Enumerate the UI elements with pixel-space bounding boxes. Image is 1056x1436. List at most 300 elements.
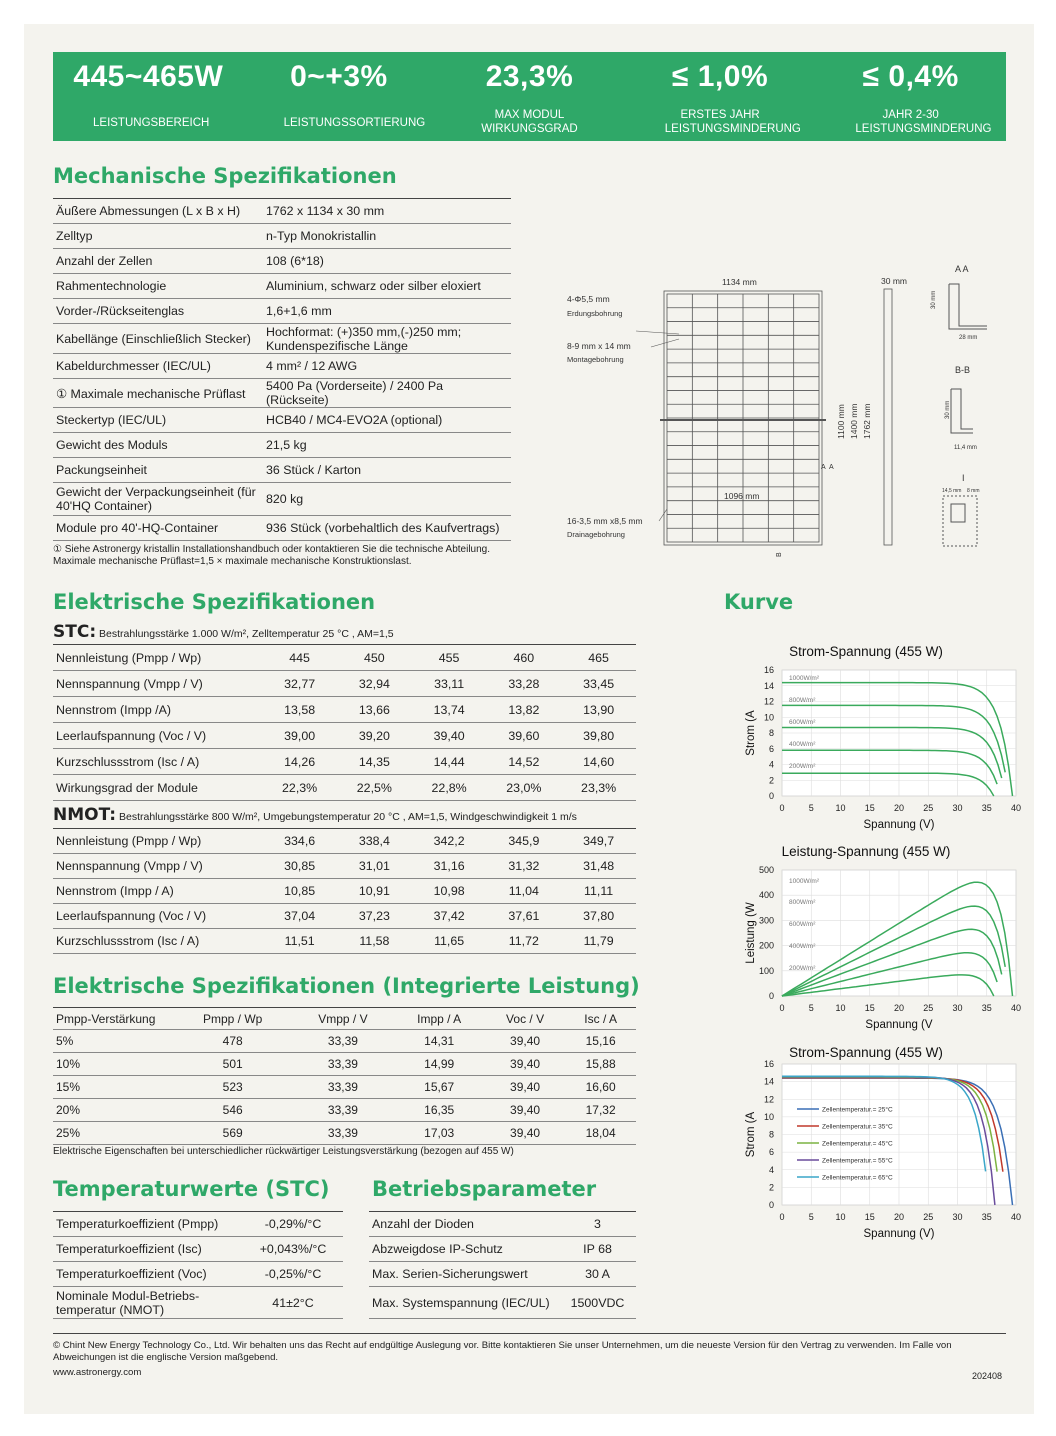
cell-value: 23,3%	[561, 775, 636, 801]
row-label: Gewicht des Moduls	[53, 433, 263, 458]
row-label: Wirkungsgrad der Module	[53, 775, 262, 801]
x-axis-label: Spannung (V)	[863, 1228, 935, 1240]
legend-label: Zellentemperatur.= 25°C	[822, 1106, 893, 1114]
legend-label: Zellentemperatur.= 35°C	[822, 1123, 893, 1131]
table-row	[53, 379, 511, 408]
dim-aa-w: 28 mm	[959, 335, 978, 341]
dim-bb-w: 11,4 mm	[954, 445, 977, 451]
cell-value: 37,80	[561, 904, 636, 929]
mech-note-1: ① Siehe Astronergy kristallin Installationshandbuch oder kontaktieren Sie die technische Abteilung.	[53, 544, 491, 555]
footer-code: 202408	[972, 1371, 1003, 1381]
series-label: 400W/m²	[789, 741, 816, 748]
table-row	[53, 1262, 343, 1287]
table-row	[53, 697, 636, 723]
cell-value: 18,04	[565, 1122, 636, 1145]
cell-value: 32,77	[262, 671, 337, 697]
table-row	[53, 1099, 636, 1122]
banner-cell	[434, 52, 625, 141]
chart-title: Strom-Spannung (455 W)	[789, 1045, 943, 1060]
hole2-label: Montagebohrung	[567, 355, 624, 364]
table-row	[53, 433, 511, 458]
detail-i: I	[962, 473, 965, 483]
series-label: 1000W/m²	[789, 675, 819, 682]
cell-value: 37,23	[337, 904, 412, 929]
cell-value: 31,32	[486, 854, 561, 879]
cell-value: 15%	[53, 1076, 173, 1099]
dim-bb-h: 30 mm	[945, 400, 951, 419]
y-tick-label: 10	[763, 712, 774, 723]
x-tick-label: 15	[864, 803, 875, 813]
cell-value: 14,31	[393, 1030, 484, 1053]
cell-value: 465	[561, 645, 636, 671]
cell-value: 11,11	[561, 879, 636, 904]
banner-cell	[625, 52, 816, 141]
cell-value: 33,39	[292, 1099, 393, 1122]
y-axis-label: Leistung (W	[745, 902, 757, 964]
section-a-mark: A	[821, 464, 826, 471]
y-tick-label: 2	[768, 1182, 774, 1193]
cell-value: 345,9	[486, 829, 561, 854]
table-row	[53, 1053, 636, 1076]
x-tick-label: 20	[893, 1212, 905, 1222]
cell-value: 33,11	[412, 671, 487, 697]
x-tick-label: 5	[808, 1003, 814, 1013]
cell-value: 39,40	[485, 1053, 565, 1076]
chart-title: Leistung-Spannung (455 W)	[781, 844, 951, 859]
integ-table	[53, 1007, 636, 1145]
row-label: Kabeldurchmesser (IEC/UL)	[53, 354, 263, 379]
column-header: Voc / V	[485, 1008, 565, 1030]
row-label: Leerlaufspannung (Voc / V)	[53, 904, 262, 929]
table-row	[53, 1287, 343, 1319]
series-label: 1000W/m²	[789, 878, 819, 885]
cell-value: 13,66	[337, 697, 412, 723]
x-tick-label: 25	[923, 1212, 934, 1222]
table-row	[369, 1237, 636, 1262]
cell-value: 31,16	[412, 854, 487, 879]
table-row	[53, 749, 636, 775]
y-tick-label: 8	[768, 1129, 774, 1140]
cell-value: 39,40	[485, 1122, 565, 1145]
x-tick-label: 25	[923, 1003, 934, 1013]
table-row	[53, 904, 636, 929]
cell-value: 22,3%	[262, 775, 337, 801]
y-tick-label: 0	[768, 991, 774, 1001]
module-drawing	[539, 239, 989, 557]
hole1-label: Erdungsbohrung	[567, 309, 623, 318]
footer-text: © Chint New Energy Technology Co., Ltd. Wir behalten uns das Recht auf endgültige Auslegung vor. Bitte kontaktieren Sie unser Unternehmen, um die neueste Version für den Vertrag zu verwenden. Im Falle von Abweichungen ist die englische Version maßgebend.	[53, 1340, 952, 1363]
row-label: Nennspannung (Vmpp / V)	[53, 671, 262, 697]
cell-value: 16,35	[393, 1099, 484, 1122]
cell-value: 13,58	[262, 697, 337, 723]
y-tick-label: 4	[768, 759, 774, 770]
cell-value: 33,39	[292, 1053, 393, 1076]
x-tick-label: 0	[779, 803, 785, 813]
x-tick-label: 40	[1010, 1212, 1022, 1222]
cell-value: 478	[173, 1030, 292, 1053]
dim-depth: 30 mm	[881, 276, 907, 286]
row-label: Temperaturkoeffizient (Isc)	[53, 1237, 243, 1262]
row-label: Vorder-/Rückseitenglas	[53, 299, 263, 324]
x-tick-label: 25	[923, 803, 934, 813]
oper-title: Betriebsparameter	[372, 1177, 597, 1201]
table-row	[53, 1122, 636, 1145]
cell-value: 342,2	[412, 829, 487, 854]
curve-title: Kurve	[724, 590, 794, 614]
cell-value: 39,20	[337, 723, 412, 749]
table-header	[53, 1008, 636, 1030]
row-label: Steckertyp (IEC/UL)	[53, 408, 263, 433]
chart-iv-temperature	[716, 1017, 1022, 1240]
cell-value: 14,44	[412, 749, 487, 775]
y-tick-label: 10	[763, 1111, 774, 1122]
nmot-conditions	[53, 805, 577, 825]
cell-value: 36 Stück / Karton	[263, 458, 511, 483]
cell-value: 10%	[53, 1053, 173, 1076]
x-tick-label: 35	[981, 1212, 992, 1222]
cell-value: 14,26	[262, 749, 337, 775]
x-tick-label: 30	[952, 803, 963, 813]
row-label: Nennspannung (Vmpp / V)	[53, 854, 262, 879]
hole3: 16-3,5 mm x8,5 mm	[567, 516, 643, 526]
footer-url[interactable]: www.astronergy.com	[53, 1367, 142, 1378]
x-tick-label: 40	[1010, 1003, 1022, 1013]
cell-value: 13,90	[561, 697, 636, 723]
column-header: Pmpp / Wp	[173, 1008, 292, 1030]
table-row	[369, 1287, 636, 1319]
row-label: Max. Systemspannung (IEC/UL)	[369, 1287, 559, 1319]
x-tick-label: 40	[1010, 803, 1022, 813]
x-tick-label: 30	[952, 1212, 963, 1222]
cell-value: 30,85	[262, 854, 337, 879]
y-axis-label: Strom (A	[745, 1111, 757, 1158]
y-tick-label: 500	[758, 865, 774, 875]
section-bb: B-B	[955, 365, 971, 375]
banner-label: ERSTES JAHR LEISTUNGSMINDERUNG	[664, 109, 801, 135]
cell-value: 17,03	[393, 1122, 484, 1145]
row-label: Temperaturkoeffizient (Pmpp)	[53, 1212, 243, 1237]
cell-value: 11,58	[337, 929, 412, 954]
cell-value: 11,72	[486, 929, 561, 954]
y-axis-label: Strom (A	[745, 710, 757, 756]
dim-h3: 1762 mm	[862, 403, 872, 439]
cell-value: 14,60	[561, 749, 636, 775]
y-tick-label: 400	[758, 890, 774, 901]
dim-h2: 1400 mm	[849, 403, 859, 439]
cell-value: 1,6+1,6 mm	[263, 299, 511, 324]
section-aa: A A	[955, 264, 969, 274]
table-row	[369, 1262, 636, 1287]
table-row	[53, 1237, 343, 1262]
cell-value: 32,94	[337, 671, 412, 697]
cell-value: 501	[173, 1053, 292, 1076]
cell-value: -0,25%/°C	[243, 1262, 343, 1287]
section-a-mark-2: A	[829, 464, 834, 471]
series-label: 800W/m²	[789, 697, 816, 704]
stc-label: STC:	[53, 622, 97, 642]
section-b-mark: B	[776, 552, 783, 557]
cell-value: 39,40	[485, 1076, 565, 1099]
cell-value: 10,91	[337, 879, 412, 904]
row-label: Leerlaufspannung (Voc / V)	[53, 723, 262, 749]
chart-title: Strom-Spannung (455 W)	[789, 644, 943, 659]
row-label: Gewicht der Verpackungseinheit (für 40'HQ Container)	[53, 483, 263, 516]
banner-value: 445~465W	[73, 60, 224, 93]
cell-value: 25%	[53, 1122, 173, 1145]
cell-value: 39,60	[486, 723, 561, 749]
cell-value: 39,00	[262, 723, 337, 749]
y-tick-label: 200	[758, 940, 774, 951]
cell-value: 11,79	[561, 929, 636, 954]
row-label: Abzweigdose IP-Schutz	[369, 1237, 559, 1262]
cell-value: 11,51	[262, 929, 337, 954]
table-row	[53, 299, 511, 324]
cell-value: 334,6	[262, 829, 337, 854]
row-label: Kabellänge (Einschließlich Stecker)	[53, 324, 263, 354]
hole1: 4-Φ5,5 mm	[567, 294, 610, 304]
table-row	[53, 354, 511, 379]
cell-value: 13,74	[412, 697, 487, 723]
row-label: Äußere Abmessungen (L x B x H)	[53, 199, 263, 224]
y-tick-label: 16	[763, 1059, 774, 1069]
table-row	[53, 1212, 343, 1237]
chart-iv-irradiance	[716, 616, 1022, 831]
x-tick-label: 35	[981, 803, 992, 813]
column-header: Pmpp-Verstärkung	[53, 1008, 173, 1030]
x-tick-label: 10	[835, 803, 846, 813]
x-tick-label: 20	[893, 803, 905, 813]
cell-value: 450	[337, 645, 412, 671]
stc-conditions	[53, 622, 394, 642]
table-row	[53, 483, 511, 516]
row-label: Anzahl der Zellen	[53, 249, 263, 274]
row-label: Temperaturkoeffizient (Voc)	[53, 1262, 243, 1287]
table-row	[53, 879, 636, 904]
cell-value: 4 mm² / 12 AWG	[263, 354, 511, 379]
banner-label: LEISTUNGSSORTIERUNG	[283, 117, 426, 129]
cell-value: 936 Stück (vorbehaltlich des Kaufvertrags)	[263, 516, 511, 541]
row-label: Nennleistung (Pmpp / Wp)	[53, 829, 262, 854]
y-tick-label: 0	[768, 791, 774, 801]
dim-i-2: 8 mm	[967, 488, 980, 494]
cell-value: 22,8%	[412, 775, 487, 801]
dim-width: 1134 mm	[722, 277, 757, 287]
cell-value: Aluminium, schwarz oder silber eloxiert	[263, 274, 511, 299]
y-tick-label: 12	[763, 1094, 774, 1105]
x-tick-label: 5	[808, 803, 814, 813]
row-label: ① Maximale mechanische Prüflast	[53, 379, 263, 408]
cell-value: 39,40	[485, 1099, 565, 1122]
cell-value: 31,48	[561, 854, 636, 879]
cell-value: 349,7	[561, 829, 636, 854]
x-axis-label: Spannung (V	[865, 1019, 933, 1031]
banner-value: 0~+3%	[290, 60, 388, 93]
x-tick-label: 0	[779, 1212, 785, 1222]
cell-value: 37,04	[262, 904, 337, 929]
mech-note	[53, 544, 490, 568]
row-label: Nennstrom (Impp / A)	[53, 879, 262, 904]
oper-table	[369, 1211, 636, 1319]
cell-value: 569	[173, 1122, 292, 1145]
row-label: Kurzschlussstrom (Isc / A)	[53, 749, 262, 775]
row-label: Max. Serien-Sicherungswert	[369, 1262, 559, 1287]
cell-value: -0,29%/°C	[243, 1212, 343, 1237]
banner-label: LEISTUNGSBEREICH	[93, 117, 210, 129]
stc-table	[53, 644, 636, 801]
cell-value: 37,61	[486, 904, 561, 929]
series-label: 200W/m²	[789, 965, 816, 972]
cell-value: 14,52	[486, 749, 561, 775]
temp-title: Temperaturwerte (STC)	[53, 1177, 330, 1201]
row-label: Nennstrom (Impp /A)	[53, 697, 262, 723]
y-tick-label: 4	[768, 1164, 774, 1175]
table-row	[53, 458, 511, 483]
column-header: Isc / A	[565, 1008, 636, 1030]
cell-value: 460	[486, 645, 561, 671]
cell-value: 15,88	[565, 1053, 636, 1076]
cell-value: 14,35	[337, 749, 412, 775]
cell-value: 338,4	[337, 829, 412, 854]
footer-rule	[53, 1333, 1006, 1334]
cell-value: 455	[412, 645, 487, 671]
cell-value: 33,28	[486, 671, 561, 697]
row-label: Module pro 40'-HQ-Container	[53, 516, 263, 541]
mech-table	[53, 198, 511, 541]
series-label: 800W/m²	[789, 899, 816, 906]
y-tick-label: 6	[768, 1147, 774, 1158]
cell-value: 11,04	[486, 879, 561, 904]
cell-value: 31,01	[337, 854, 412, 879]
table-row	[53, 775, 636, 801]
series-label: 600W/m²	[789, 921, 816, 928]
banner-value: ≤ 1,0%	[671, 60, 769, 93]
hole2: 8-9 mm x 14 mm	[567, 341, 631, 351]
cell-value: 1762 x 1134 x 30 mm	[263, 199, 511, 224]
table-row	[53, 1030, 636, 1053]
cell-value: 16,60	[565, 1076, 636, 1099]
cell-value: 39,40	[412, 723, 487, 749]
banner-value: 23,3%	[485, 60, 574, 93]
cell-value: 5%	[53, 1030, 173, 1053]
cell-value: IP 68	[559, 1237, 636, 1262]
row-label: Zelltyp	[53, 224, 263, 249]
x-tick-label: 35	[981, 1003, 992, 1013]
cell-value: n-Typ Monokristallin	[263, 224, 511, 249]
column-header: Impp / A	[393, 1008, 484, 1030]
x-axis-label: Spannung (V)	[863, 819, 935, 831]
row-label: Rahmentechnologie	[53, 274, 263, 299]
cell-value: 14,99	[393, 1053, 484, 1076]
cell-value: 21,5 kg	[263, 433, 511, 458]
cell-value: 11,65	[412, 929, 487, 954]
table-row	[53, 224, 511, 249]
banner-cell	[244, 52, 435, 141]
x-tick-label: 20	[893, 1003, 905, 1013]
legend-label: Zellentemperatur.= 55°C	[822, 1157, 893, 1165]
table-row	[53, 516, 511, 541]
table-row	[53, 199, 511, 224]
cell-value: 445	[262, 645, 337, 671]
cell-value: 13,82	[486, 697, 561, 723]
cell-value: 15,67	[393, 1076, 484, 1099]
y-tick-label: 6	[768, 743, 774, 754]
cell-value: 33,39	[292, 1030, 393, 1053]
integ-note: Elektrische Eigenschaften bei unterschiedlicher rückwärtiger Leistungsverstärkung (bezogen auf 455 W)	[53, 1146, 514, 1157]
series-label: 200W/m²	[789, 763, 816, 770]
cell-value: 10,98	[412, 879, 487, 904]
table-row	[53, 929, 636, 954]
integ-title: Elektrische Spezifikationen (Integrierte Leistung)	[53, 974, 640, 998]
banner-label: MAX MODUL WIRKUNGSGRAD	[481, 109, 578, 135]
cell-value: 39,40	[485, 1030, 565, 1053]
x-tick-label: 10	[835, 1212, 846, 1222]
dim-h1: 1100 mm	[836, 404, 846, 439]
elec-title: Elektrische Spezifikationen	[53, 590, 376, 614]
table-row	[53, 671, 636, 697]
y-tick-label: 2	[768, 775, 774, 786]
cell-value: 39,80	[561, 723, 636, 749]
cell-value: 3	[559, 1212, 636, 1237]
mech-note-2: Maximale mechanische Prüflast=1,5 × maximale mechanische Konstruktionslast.	[53, 556, 412, 567]
column-header: Vmpp / V	[292, 1008, 393, 1030]
x-tick-label: 30	[952, 1003, 963, 1013]
row-label: Anzahl der Dioden	[369, 1212, 559, 1237]
y-tick-label: 300	[758, 915, 774, 926]
nmot-label: NMOT:	[53, 805, 117, 825]
table-row	[53, 723, 636, 749]
y-tick-label: 12	[763, 696, 774, 707]
table-row	[53, 829, 636, 854]
cell-value: 15,16	[565, 1030, 636, 1053]
dim-aa-h: 30 mm	[931, 290, 937, 309]
cell-value: 523	[173, 1076, 292, 1099]
nmot-cond: Bestrahlungsstärke 800 W/m², Umgebungstemperatur 20 °C , AM=1,5, Windgeschwindigkeit 1 m/s	[118, 811, 577, 823]
cell-value: 17,32	[565, 1099, 636, 1122]
cell-value: 108 (6*18)	[263, 249, 511, 274]
cell-value: 33,39	[292, 1076, 393, 1099]
series-label: 400W/m²	[789, 943, 816, 950]
dim-inner: 1096 mm	[724, 491, 760, 501]
cell-value: 5400 Pa (Vorderseite) / 2400 Pa (Rückseite)	[263, 379, 511, 408]
cell-value: 33,39	[292, 1122, 393, 1145]
row-label: Packungseinheit	[53, 458, 263, 483]
table-row	[53, 324, 511, 354]
cell-value: 33,45	[561, 671, 636, 697]
table-row	[53, 854, 636, 879]
x-tick-label: 5	[808, 1212, 814, 1222]
mech-title: Mechanische Spezifikationen	[53, 164, 397, 188]
table-row	[53, 274, 511, 299]
nmot-table	[53, 828, 636, 954]
spec-banner	[53, 52, 1006, 141]
temp-table	[53, 1211, 343, 1319]
legend-label: Zellentemperatur.= 65°C	[822, 1174, 893, 1182]
cell-value: 30 A	[559, 1262, 636, 1287]
datasheet-page	[24, 24, 1034, 1414]
cell-value: 546	[173, 1099, 292, 1122]
cell-value: 1500VDC	[559, 1287, 636, 1319]
banner-cell	[53, 52, 244, 141]
banner-cell	[815, 52, 1006, 141]
cell-value: 20%	[53, 1099, 173, 1122]
dim-i-1: 14,5 mm	[942, 488, 962, 494]
x-tick-label: 15	[864, 1003, 875, 1013]
table-row	[53, 408, 511, 433]
cell-value: 37,42	[412, 904, 487, 929]
table-row	[53, 249, 511, 274]
table-row	[369, 1212, 636, 1237]
legend-label: Zellentemperatur.= 45°C	[822, 1140, 893, 1148]
